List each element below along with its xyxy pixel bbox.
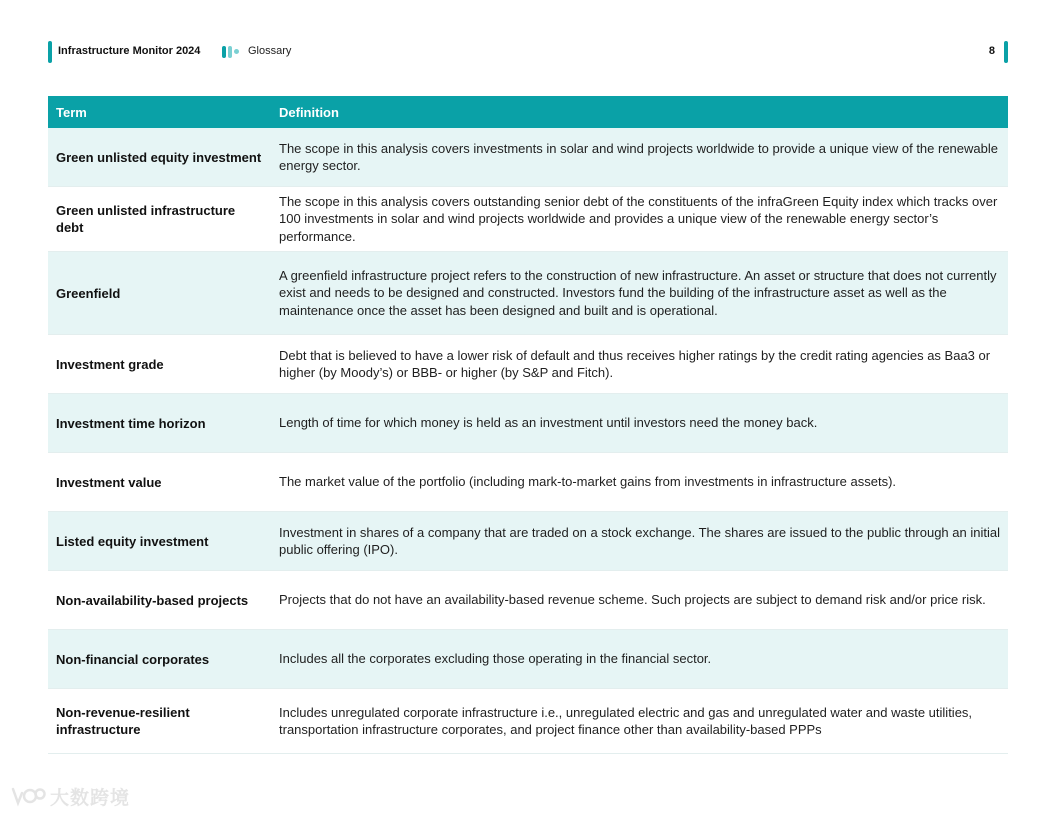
term-cell: Non-financial corporates <box>56 651 210 667</box>
watermark-logo-icon <box>10 785 46 807</box>
table-row <box>48 512 1008 571</box>
term-cell: Green unlisted equity investment <box>56 149 262 165</box>
table-row <box>48 128 1008 187</box>
definition-cell: Includes all the corporates excluding those operating in the financial sector. <box>279 651 712 667</box>
definition-cell: Includes unregulated corporate infrastructure i.e., unregulated electric and gas and unregulated water and waste utilities, transportation infrastructure corporates, and project finance other than availability-based PPPs <box>279 704 973 737</box>
table-row <box>48 335 1008 394</box>
term-cell: Listed equity investment <box>56 533 209 549</box>
term-cell: Greenfield <box>56 285 121 301</box>
definition-cell: The scope in this analysis covers outstanding senior debt of the constituents of the infraGreen Equity index which tracks over 100 investments in solar and wind projects worldwide and provides a unique view of the renewable energy sector’s performance. <box>279 194 998 244</box>
definition-cell: Length of time for which money is held as an investment until investors need the money back. <box>279 415 818 431</box>
definition-cell: The scope in this analysis covers investments in solar and wind projects worldwide to provide a unique view of the renewable energy sector. <box>279 140 998 173</box>
table-row <box>48 394 1008 453</box>
definition-cell: The market value of the portfolio (including mark-to-market gains from investments in infrastructure assets). <box>279 474 897 490</box>
definition-cell: Projects that do not have an availability-based revenue scheme. Such projects are subject to demand risk and/or price risk. <box>279 592 986 608</box>
watermark-text: 大数跨境 <box>50 787 131 809</box>
watermark <box>10 784 130 808</box>
table-row <box>48 187 1008 252</box>
column-header-definition: Definition <box>279 104 339 120</box>
definition-cell: Investment in shares of a company that are traded on a stock exchange. The shares are issued to the public through an initial public offering (IPO). <box>279 524 1000 557</box>
term-cell: Investment value <box>56 474 162 490</box>
header-accent-bar-right <box>1004 41 1008 63</box>
header-accent-bar <box>48 41 52 63</box>
brand-mark-icon <box>222 46 244 58</box>
definition-cell: Debt that is believed to have a lower risk of default and thus receives higher ratings by the credit rating agencies as Baa3 or higher (by Moody’s) or BBB- or higher (by S&P and Fitch). <box>279 347 991 380</box>
page-number: 8 <box>988 45 995 57</box>
definition-cell: A greenfield infrastructure project refers to the construction of new infrastructure. An asset or structure that does not currently exist and needs to be designed and constructed. Investors fund the building of the infrastructure asset as well as the maintenance once the asset has been designed and built and is operational. <box>279 268 997 318</box>
table-row <box>48 689 1008 754</box>
document-title: Infrastructure Monitor 2024 <box>58 45 201 57</box>
section-title: Glossary <box>248 45 292 57</box>
term-cell: Investment time horizon <box>56 415 206 431</box>
table-row <box>48 252 1008 335</box>
column-header-term: Term <box>56 104 87 120</box>
table-row <box>48 630 1008 689</box>
table-row <box>48 453 1008 512</box>
glossary-table <box>48 96 1008 754</box>
term-cell: Non-revenue-resilient infrastructure <box>56 705 190 737</box>
page-header <box>48 41 1008 63</box>
term-cell: Non-availability-based projects <box>56 592 249 608</box>
table-header <box>48 96 1008 128</box>
term-cell: Investment grade <box>56 356 164 372</box>
term-cell: Green unlisted infrastructure debt <box>56 203 236 235</box>
table-row <box>48 571 1008 630</box>
